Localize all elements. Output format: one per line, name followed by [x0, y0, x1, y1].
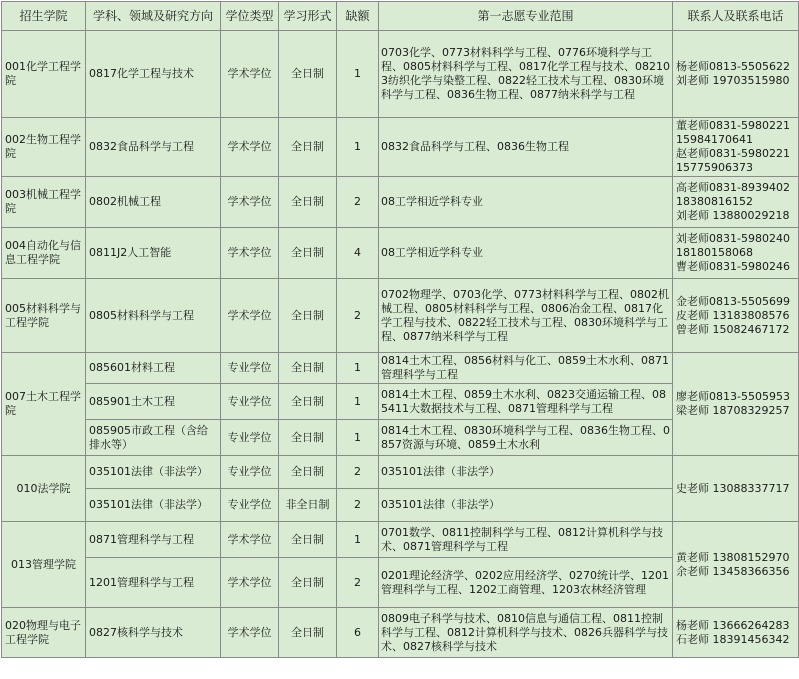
mode-cell: 全日制 [279, 608, 337, 658]
contact-line: 18380816152 [676, 195, 753, 208]
contact-cell [673, 522, 799, 608]
major-cell: 0827核科学与技术 [86, 608, 221, 658]
major-cell: 085905市政工程（含给排水等） [86, 420, 221, 456]
major-cell: 0817化学工程与技术 [86, 31, 221, 118]
scope-cell: 0814土木工程、0859土木水利、0823交通运输工程、085411大数据技术与工程、0871管理科学与工程 [379, 384, 673, 420]
contact-cell [673, 177, 799, 228]
mode-cell: 全日制 [279, 522, 337, 558]
major-cell: 1201管理科学与工程 [86, 558, 221, 608]
scope-cell: 035101法律（非法学） [379, 456, 673, 489]
contact-cell [673, 228, 799, 279]
degree-cell: 专业学位 [221, 456, 279, 489]
contact-line: 曾老师 15082467172 [676, 322, 790, 336]
degree-cell: 学术学位 [221, 177, 279, 228]
vacancy-cell: 2 [337, 279, 379, 353]
contact-line: 余老师 13458366356 [676, 564, 790, 578]
degree-cell: 学术学位 [221, 522, 279, 558]
contact-line: 黄老师 13808152970 [676, 550, 790, 564]
table-row [2, 177, 799, 228]
scope-cell: 035101法律（非法学） [379, 489, 673, 522]
contact-line: 金老师0813-5505699 [676, 294, 790, 308]
degree-cell: 学术学位 [221, 118, 279, 177]
contact-line: 赵老师0831-5980221 [676, 147, 790, 160]
mode-cell: 全日制 [279, 384, 337, 420]
contact-line: 15984170641 [676, 133, 753, 146]
contact-line: 杨老师0813-5505622 [676, 60, 790, 73]
major-cell: 0871管理科学与工程 [86, 522, 221, 558]
contact-line: 皮老师 13183808576 [676, 308, 790, 322]
header-degree: 学位类型 [221, 2, 279, 31]
header-college: 招生学院 [2, 2, 86, 31]
contact-line: 15775906373 [676, 161, 753, 174]
table-row [2, 608, 799, 658]
contact-cell [673, 31, 799, 118]
table-row [2, 228, 799, 279]
degree-cell: 学术学位 [221, 558, 279, 608]
contact-line: 高老师0831-8939402 [676, 181, 790, 194]
contact-line: 刘老师0831-5980240 [676, 232, 790, 245]
major-cell: 0832食品科学与工程 [86, 118, 221, 177]
mode-cell: 非全日制 [279, 489, 337, 522]
contact-line: 杨老师 13666264283 [676, 618, 790, 632]
mode-cell: 全日制 [279, 118, 337, 177]
mode-cell: 全日制 [279, 353, 337, 384]
header-row [2, 2, 799, 31]
header-vacancy: 缺额 [337, 2, 379, 31]
vacancy-cell: 1 [337, 31, 379, 118]
degree-cell: 专业学位 [221, 384, 279, 420]
header-major: 学科、领域及研究方向 [86, 2, 221, 31]
vacancy-cell: 4 [337, 228, 379, 279]
degree-cell: 学术学位 [221, 608, 279, 658]
scope-cell: 0814土木工程、0856材料与化工、0859土木水利、0871管理科学与工程 [379, 353, 673, 384]
major-cell: 035101法律（非法学） [86, 489, 221, 522]
degree-cell: 专业学位 [221, 420, 279, 456]
table-row [2, 353, 799, 384]
table-row [2, 31, 799, 118]
vacancy-cell: 2 [337, 489, 379, 522]
scope-cell: 0809电子科学与技术、0810信息与通信工程、0811控制科学与工程、0812计算机科学与技术、0826兵器科学与技术、0827核科学与技术 [379, 608, 673, 658]
scope-cell: 0701数学、0811控制科学与工程、0812计算机科学与技术、0871管理科学与工程 [379, 522, 673, 558]
major-cell: 0802机械工程 [86, 177, 221, 228]
contact-line: 石老师 18391456342 [676, 632, 790, 646]
table-row [2, 522, 799, 558]
major-cell: 085601材料工程 [86, 353, 221, 384]
table-row [2, 279, 799, 353]
contact-cell [673, 608, 799, 658]
contact-cell [673, 353, 799, 456]
contact-line: 梁老师 18708329257 [676, 404, 790, 417]
vacancy-cell: 1 [337, 118, 379, 177]
vacancy-cell: 6 [337, 608, 379, 658]
college-cell: 007土木工程学院 [2, 353, 86, 456]
scope-cell: 0702物理学、0703化学、0773材料科学与工程、0802机械工程、0805材料科学与工程、0806冶金工程、0817化学工程与技术、0822轻工技术与工程、0830环境科学与工程、0877纳米科学与工程 [379, 279, 673, 353]
scope-cell: 08工学相近学科专业 [379, 177, 673, 228]
mode-cell: 全日制 [279, 279, 337, 353]
major-cell: 035101法律（非法学） [86, 456, 221, 489]
vacancy-cell: 1 [337, 420, 379, 456]
mode-cell: 全日制 [279, 228, 337, 279]
mode-cell: 全日制 [279, 420, 337, 456]
mode-cell: 全日制 [279, 177, 337, 228]
header-contact: 联系人及联系电话 [673, 2, 799, 31]
degree-cell: 学术学位 [221, 279, 279, 353]
college-cell: 002生物工程学院 [2, 118, 86, 177]
mode-cell: 全日制 [279, 456, 337, 489]
mode-cell: 全日制 [279, 31, 337, 118]
mode-cell: 全日制 [279, 558, 337, 608]
college-cell: 013管理学院 [2, 522, 86, 608]
scope-cell: 0703化学、0773材料科学与工程、0776环境科学与工程、0805材料科学与工程、0817化学工程与技术、082103纺织化学与染整工程、0822轻工技术与工程、0830环境科学与工程、0836生物工程、0877纳米科学与工程 [379, 31, 673, 118]
college-cell: 010法学院 [2, 456, 86, 522]
admission-table [1, 1, 799, 658]
scope-cell: 0201理论经济学、0202应用经济学、0270统计学、1201管理科学与工程、1202工商管理、1203农林经济管理 [379, 558, 673, 608]
header-mode: 学习形式 [279, 2, 337, 31]
contact-line: 曹老师0831-5980246 [676, 260, 790, 273]
degree-cell: 学术学位 [221, 228, 279, 279]
degree-cell: 专业学位 [221, 489, 279, 522]
major-cell: 0805材料科学与工程 [86, 279, 221, 353]
header-scope: 第一志愿专业范围 [379, 2, 673, 31]
contact-line: 刘老师 19703515980 [676, 74, 790, 87]
college-cell: 005材料科学与工程学院 [2, 279, 86, 353]
vacancy-cell: 1 [337, 384, 379, 420]
vacancy-cell: 2 [337, 456, 379, 489]
scope-cell: 0832食品科学与工程、0836生物工程 [379, 118, 673, 177]
contact-line: 董老师0831-5980221 [676, 119, 790, 132]
scope-cell: 0814土木工程、0830环境科学与工程、0836生物工程、0857资源与环境、0859土木水利 [379, 420, 673, 456]
vacancy-cell: 1 [337, 522, 379, 558]
college-cell: 003机械工程学院 [2, 177, 86, 228]
contact-line: 史老师 13088337717 [676, 481, 790, 495]
contact-cell [673, 456, 799, 522]
degree-cell: 专业学位 [221, 353, 279, 384]
vacancy-cell: 2 [337, 177, 379, 228]
major-cell: 0811J2人工智能 [86, 228, 221, 279]
contact-line: 18180158068 [676, 246, 753, 259]
contact-cell [673, 118, 799, 177]
college-cell: 004自动化与信息工程学院 [2, 228, 86, 279]
vacancy-cell: 2 [337, 558, 379, 608]
scope-cell: 08工学相近学科专业 [379, 228, 673, 279]
vacancy-cell: 1 [337, 353, 379, 384]
major-cell: 085901土木工程 [86, 384, 221, 420]
table-row [2, 456, 799, 489]
college-cell: 020物理与电子工程学院 [2, 608, 86, 658]
contact-line: 廖老师0813-5505953 [676, 390, 790, 403]
college-cell: 001化学工程学院 [2, 31, 86, 118]
contact-cell [673, 279, 799, 353]
degree-cell: 学术学位 [221, 31, 279, 118]
contact-line: 刘老师 13880029218 [676, 209, 790, 222]
table-row [2, 118, 799, 177]
